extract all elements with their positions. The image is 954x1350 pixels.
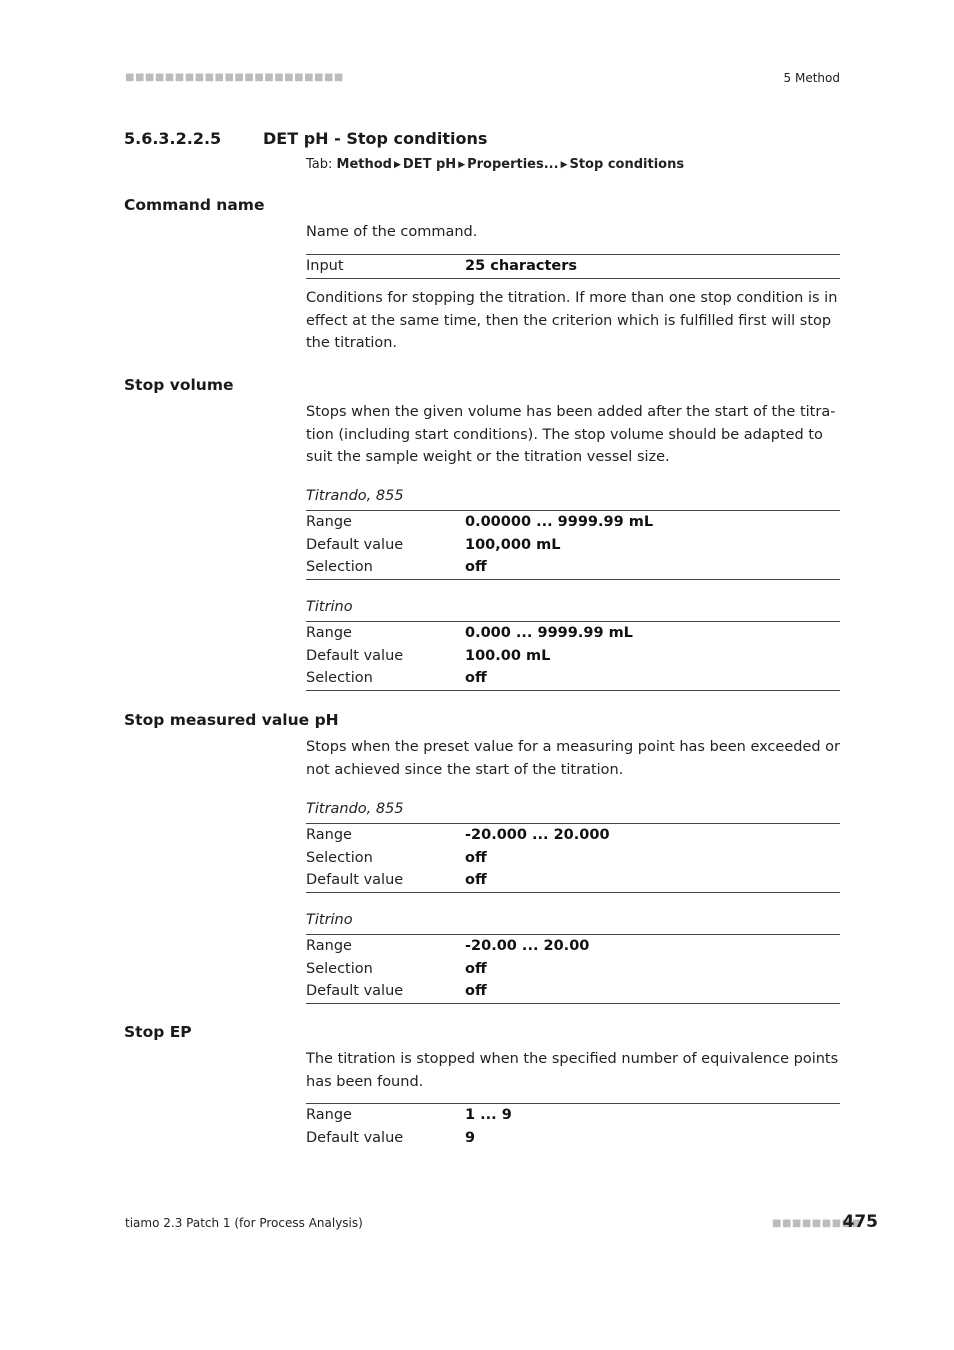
stop-volume-description: Stops when the given volume has been added after the start of the titra-tion (including start conditions). The stop volume should be adapted to suit the sample weight or the titration vessel size. bbox=[306, 404, 836, 466]
heading-command-name: Command name bbox=[124, 196, 265, 214]
table-row bbox=[306, 847, 840, 870]
param-value: off bbox=[465, 983, 487, 1000]
table-row bbox=[306, 622, 840, 645]
stop-measured-titrando-table bbox=[306, 823, 840, 893]
arrow-right-icon: ▶ bbox=[560, 160, 568, 170]
stop-measured-description: Stops when the preset value for a measuring point has been exceeded or not achieved since the start of the titration. bbox=[306, 739, 841, 778]
param-value: 0.000 ... 9999.99 mL bbox=[465, 625, 633, 642]
tab-path-item: Method bbox=[336, 157, 392, 172]
tab-path-item: DET pH bbox=[402, 157, 457, 172]
table-row bbox=[306, 1127, 840, 1150]
table-row bbox=[306, 556, 840, 579]
stop-volume-titrando-table bbox=[306, 510, 840, 580]
stop-ep-table bbox=[306, 1103, 840, 1149]
stop-conditions-intro: Conditions for stopping the titration. If more than one stop condition is in effect at the same time, then the criterion which is fulfilled first will stop the titration. bbox=[306, 290, 838, 352]
table-row bbox=[306, 869, 840, 892]
table-row bbox=[306, 958, 840, 981]
param-value: -20.00 ... 20.00 bbox=[465, 938, 590, 955]
table-row bbox=[306, 980, 840, 1003]
table-caption: Titrino bbox=[306, 599, 353, 615]
param-key: Default value bbox=[306, 872, 404, 889]
param-value: off bbox=[465, 670, 487, 687]
tab-breadcrumb bbox=[306, 157, 684, 172]
tab-path-item: Properties... bbox=[467, 157, 559, 172]
param-value: 1 ... 9 bbox=[465, 1107, 512, 1124]
table-row bbox=[306, 667, 840, 690]
section-title: DET pH - Stop conditions bbox=[263, 129, 488, 148]
param-key: Range bbox=[306, 1107, 352, 1124]
param-key: Range bbox=[306, 625, 352, 642]
table-caption: Titrando, 855 bbox=[306, 801, 404, 817]
param-value: off bbox=[465, 872, 487, 889]
header-decoration: ■■■■■■■■■■■■■■■■■■■■■■ bbox=[125, 72, 344, 83]
param-key: Range bbox=[306, 827, 352, 844]
tab-path-item: Stop conditions bbox=[569, 157, 685, 172]
page-number: 475 bbox=[842, 1212, 878, 1232]
table-row bbox=[306, 534, 840, 557]
arrow-right-icon: ▶ bbox=[394, 160, 401, 170]
param-key: Selection bbox=[306, 960, 373, 977]
stop-volume-titrino-table bbox=[306, 621, 840, 691]
param-value: 9 bbox=[465, 1129, 476, 1146]
command-name-table bbox=[306, 254, 840, 279]
table-row bbox=[306, 824, 840, 847]
param-value: 100,000 mL bbox=[465, 536, 561, 553]
heading-stop-volume: Stop volume bbox=[124, 376, 234, 394]
command-name-description: Name of the command. bbox=[306, 224, 478, 240]
stop-ep-description: The titration is stopped when the specified number of equivalence points has been found. bbox=[306, 1051, 839, 1090]
table-row bbox=[306, 645, 840, 668]
tab-prefix: Tab: bbox=[306, 157, 333, 172]
table-caption: Titrino bbox=[306, 912, 353, 928]
param-value: off bbox=[465, 960, 487, 977]
table-row bbox=[306, 1104, 840, 1127]
param-value: 25 characters bbox=[465, 258, 578, 275]
arrow-right-icon: ▶ bbox=[458, 160, 466, 170]
table-row bbox=[306, 255, 840, 279]
param-key: Selection bbox=[306, 849, 373, 866]
section-number: 5.6.3.2.2.5 bbox=[124, 129, 222, 148]
param-value: 100.00 mL bbox=[465, 647, 551, 664]
table-row bbox=[306, 511, 840, 534]
param-key: Selection bbox=[306, 670, 373, 687]
heading-stop-measured-value: Stop measured value pH bbox=[124, 711, 339, 729]
param-key: Default value bbox=[306, 983, 404, 1000]
table-caption: Titrando, 855 bbox=[306, 488, 404, 504]
param-key: Input bbox=[306, 258, 344, 275]
chapter-label: 5 Method bbox=[783, 71, 840, 85]
param-key: Range bbox=[306, 514, 352, 531]
param-key: Default value bbox=[306, 1129, 404, 1146]
footer-decoration: ■■■■■■■■■ bbox=[772, 1218, 862, 1229]
param-key: Range bbox=[306, 938, 352, 955]
param-key: Default value bbox=[306, 536, 404, 553]
footer-product: tiamo 2.3 Patch 1 (for Process Analysis) bbox=[125, 1216, 363, 1230]
heading-stop-ep: Stop EP bbox=[124, 1023, 192, 1041]
param-value: off bbox=[465, 849, 487, 866]
param-value: off bbox=[465, 559, 487, 576]
param-value: -20.000 ... 20.000 bbox=[465, 827, 610, 844]
stop-measured-titrino-table bbox=[306, 934, 840, 1004]
table-row bbox=[306, 935, 840, 958]
param-key: Default value bbox=[306, 647, 404, 664]
param-value: 0.00000 ... 9999.99 mL bbox=[465, 514, 654, 531]
param-key: Selection bbox=[306, 559, 373, 576]
